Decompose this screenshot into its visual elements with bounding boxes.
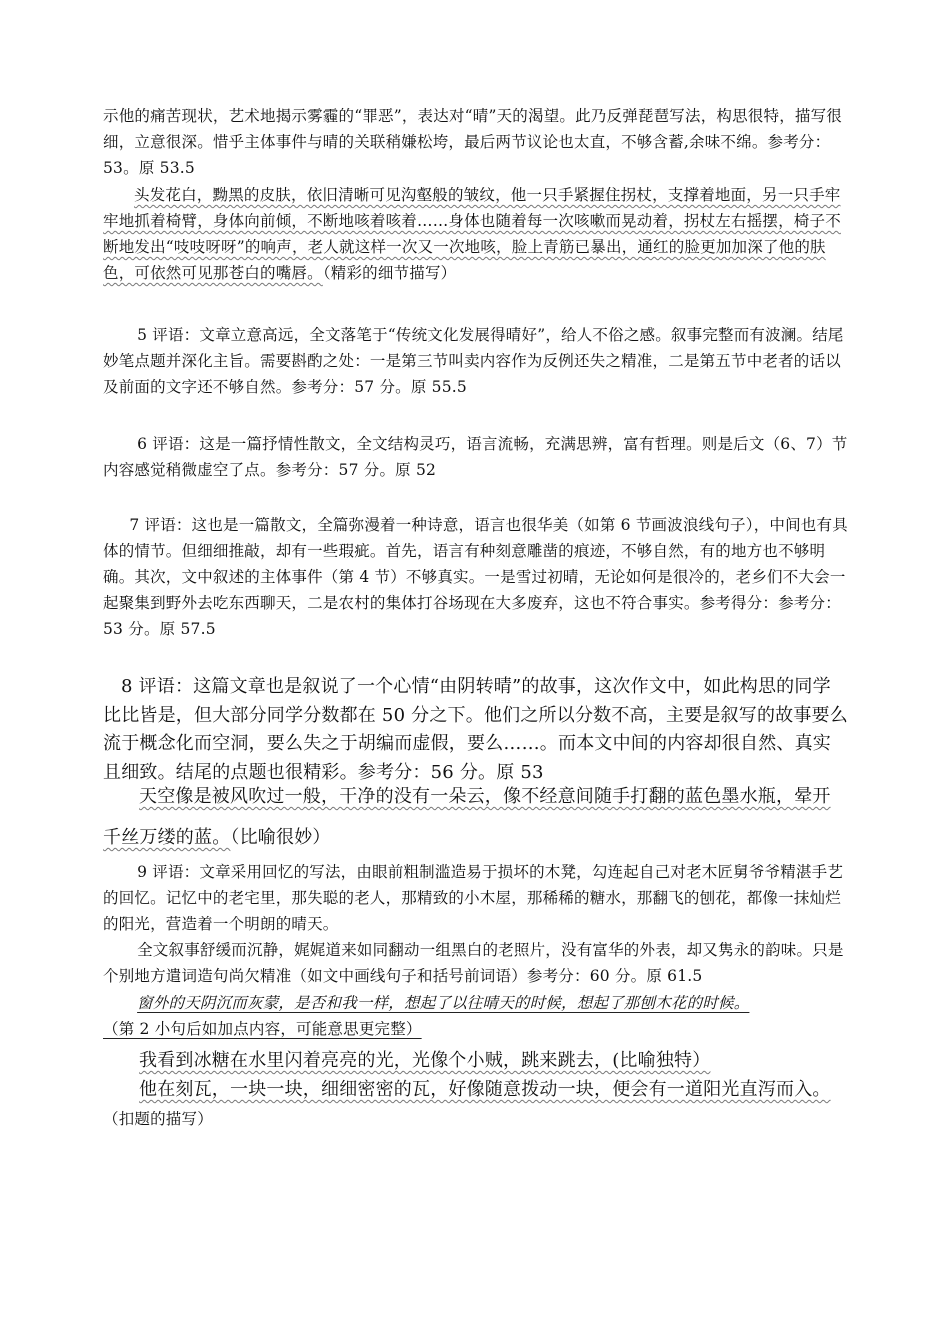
comment-text: 6 评语：这是一篇抒情性散文，全文结构灵巧，语言流畅，充满思辨，富有哲理。则是后文（6、7）节内容感觉稍微虚空了点。参考分：57 分。原 52 — [103, 435, 848, 479]
paragraph-quote-old-man — [103, 182, 848, 286]
comment-text: 8 评语：这篇文章也是叙说了一个心情“由阴转晴”的故事，这次作文中，如此构思的同学比比皆是，但大部分同学分数都在 50 分之下。他们之所以分数不高，主要是叙写的故事要么流于概念化而空洞，要么失之于胡编而虚假，要么……。而本文中间的内容却很自然、真实且细致。结尾的点题也很精彩。参考分：56 分。原 53 — [103, 676, 848, 783]
comment-text: 9 评语：文章采用回忆的写法，由眼前粗制滥造易于损坏的木凳，勾连起自己对老木匠舅爷爷精湛手艺的回忆。记忆中的老宅里，那失聪的老人，那精致的小木屋，那稀稀的糖水，那翻飞的刨花，都像一抹灿烂的阳光，营造着一个明朗的晴天。 — [103, 863, 844, 933]
paragraph-comment-5 — [103, 322, 848, 400]
paragraph-quote-sky — [103, 776, 848, 858]
wavy-quote: 天空像是被风吹过一般，干净的没有一朵云，像不经意间随手打翻的蓝色墨水瓶，晕开千丝万缕的蓝。 — [103, 786, 831, 848]
wavy-quote: 我看到冰糖在水里闪着亮亮的光，光像个小贼，跳来跳去，(比喻独特） — [139, 1050, 711, 1071]
paragraph-comment-6 — [103, 431, 848, 483]
quote-note: （精彩的细节描写） — [322, 264, 457, 282]
comment-text: 示他的痛苦现状，艺术地揭示雾霾的“罪恶”，表达对“晴”天的渴望。此乃反弹琵琶写法，构思很特，描写很细，立意很深。惜乎主体事件与晴的关联稍嫌松垮，最后两节议论也太直，不够含蓄,余味不绵。参考分：53。原 53.5 — [103, 107, 842, 177]
paragraph-comment-9 — [103, 859, 848, 937]
paragraph-quote-sugar — [103, 1047, 848, 1076]
paragraph-quote-tile — [103, 1076, 848, 1133]
comment-text: 7 评语：这也是一篇散文，全篇弥漫着一种诗意，语言也很华美（如第 6 节画波浪线句子），中间也有具体的情节。但细细推敲，却有一些瑕疵。首先，语言有种刻意雕凿的痕迹，不够自然，有的地方也不够明确。其次，文中叙述的主体事件（第 4 节）不够真实。一是雪过初晴，无论如何是很冷的，老乡们不大会一起聚集到野外去吃东西聊天，二是农村的集体打谷场现在大多废弃，这也不符合事实。参考得分：参考分：53 分。原 57.5 — [103, 516, 848, 638]
comment-text: 全文叙事舒缓而沉静，娓娓道来如同翻动一组黑白的老照片，没有富华的外表，却又隽永的韵味。只是个别地方遣词造句尚欠精准（如文中画线句子和括号前词语）参考分：60 分。原 61.5 — [103, 941, 844, 985]
quote-note: （比喻很妙） — [230, 827, 331, 848]
wavy-quote: 头发花白，黝黑的皮肤，依旧清晰可见沟壑般的皱纹，他一只手紧握住拐杖，支撑着地面，另一只手牢牢地抓着椅臂，身体向前倾，不断地咳着咳着……身体也随着每一次咳嗽而晃动着，拐杖左右摇摆，椅子不断地发出“吱吱呀呀”的响声，老人就这样一次又一次地咳，脸上青筋已暴出，通红的脸更加加深了他的肤色，可依然可见那苍白的嘴唇。 — [103, 186, 841, 282]
underlined-quote: 窗外的天阴沉而灰蒙，是否和我一样，想起了以往晴天的时候，想起了那刨木花的时候。 — [137, 994, 750, 1012]
quote-note: （扣题的描写） — [103, 1109, 213, 1128]
quote-note: （第 2 小句后如加点内容，可能意思更完整） — [103, 1020, 422, 1038]
wavy-quote: 他在刻瓦，一块一块，细细密密的瓦，好像随意拨动一块，便会有一道阳光直泻而入。 — [139, 1079, 831, 1100]
comment-text: 5 评语：文章立意高远，全文落笔于“传统文化发展得晴好”，给人不俗之感。叙事完整而有波澜。结尾妙笔点题并深化主旨。需要斟酌之处：一是第三节叫卖内容作为反例还失之精准，二是第五节中老者的话以及前面的文字还不够自然。参考分：57 分。原 55.5 — [103, 326, 844, 396]
paragraph-comment-7 — [103, 512, 848, 642]
paragraph-comment-4-end — [103, 103, 848, 181]
paragraph-comment-8 — [103, 673, 848, 787]
paragraph-comment-9-continued — [103, 937, 848, 989]
paragraph-quote-window — [103, 990, 848, 1042]
